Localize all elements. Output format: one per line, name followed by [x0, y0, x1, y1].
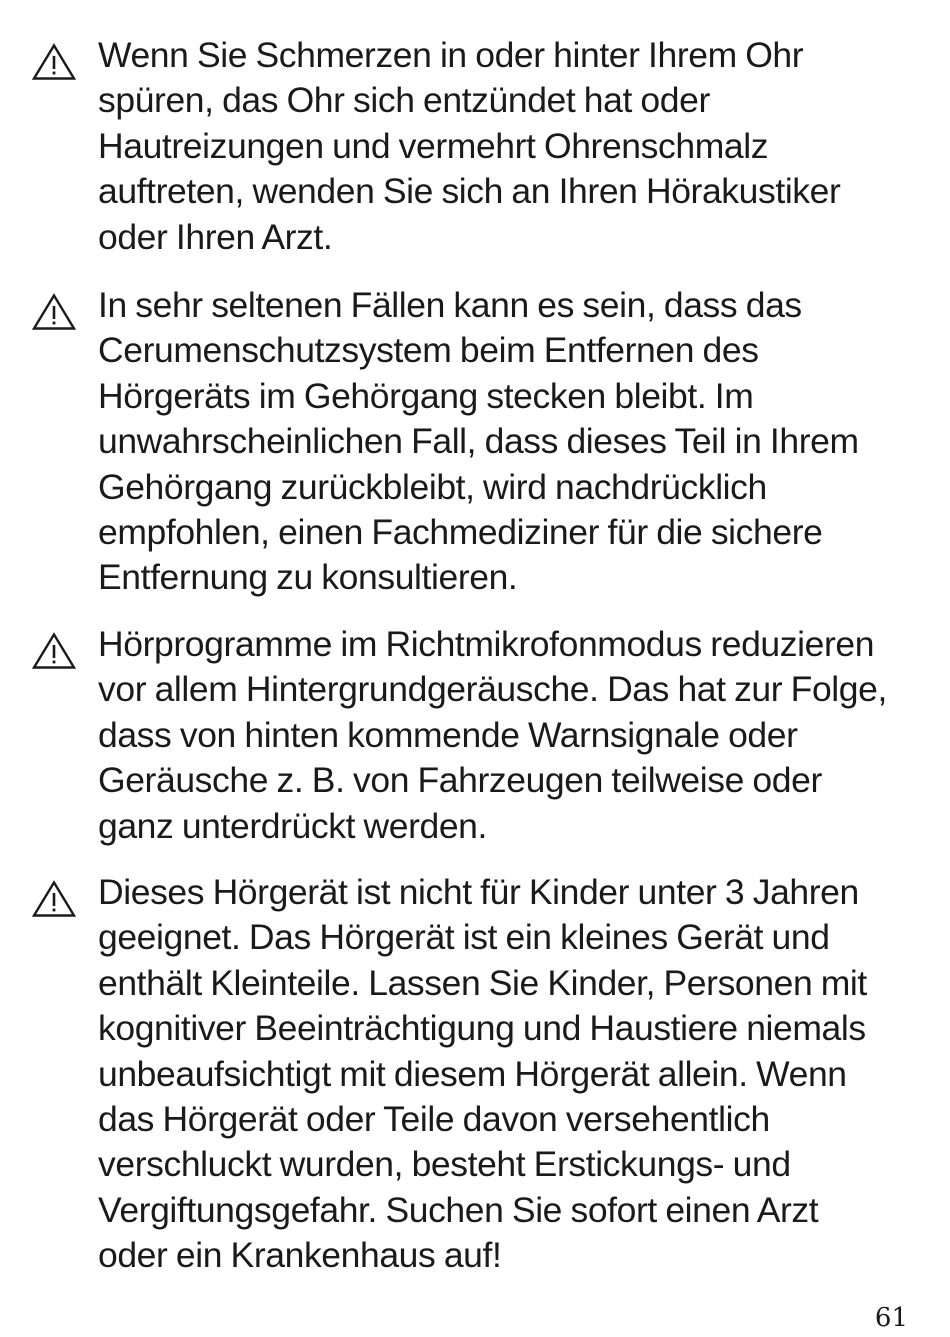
warning-triangle-icon [32, 293, 76, 331]
warning-triangle-icon [32, 632, 76, 670]
page-number: 61 [874, 1303, 908, 1333]
warning-text: Hörprogramme im Richtmikrofonmodus reduzieren vor allem Hintergrundgeräusche. Das hat zur Folge, dass von hinten kommende Warnsignale oder Geräusche z. B. von Fahrzeugen teilweise oder ganz unterdrückt werden. [98, 624, 887, 846]
warning-text: Dieses Hörgerät ist nicht für Kinder unter 3 Jahren geeignet. Das Hörgerät ist ein kleines Gerät und enthält Kleinteile. Lassen Sie Kinder, Personen mit kognitiver Beeinträchtigung und Haustiere niemals unbeaufsichtigt mit diesem Hörgerät allein. Wenn das Hörgerät oder Teile davon versehentlich verschluckt wurden, besteht Erstickungs- und Vergiftungsgefahr. Suchen Sie sofort einen Arzt oder ein Krankenhaus auf! [98, 872, 867, 1276]
warning-triangle-icon [32, 880, 76, 918]
warning-text: In sehr seltenen Fällen kann es sein, dass das Cerumenschutzsystem beim Entfernen des Hörgeräts im Gehörgang stecken bleibt. Im unwahrscheinlichen Fall, dass dieses Teil in Ihrem Gehörgang zurückbleibt, wird nachdrücklich empfohlen, einen Fachmediziner für die sichere Entfernung zu konsultieren. [98, 285, 859, 598]
warning-text: Wenn Sie Schmerzen in oder hinter Ihrem Ohr spüren, das Ohr sich entzündet hat oder Hautreizungen und vermehrt Ohrenschmalz auftreten, wenden Sie sich an Ihren Hörakustiker oder Ihren Arzt. [98, 35, 841, 257]
warning-triangle-icon [32, 43, 76, 81]
